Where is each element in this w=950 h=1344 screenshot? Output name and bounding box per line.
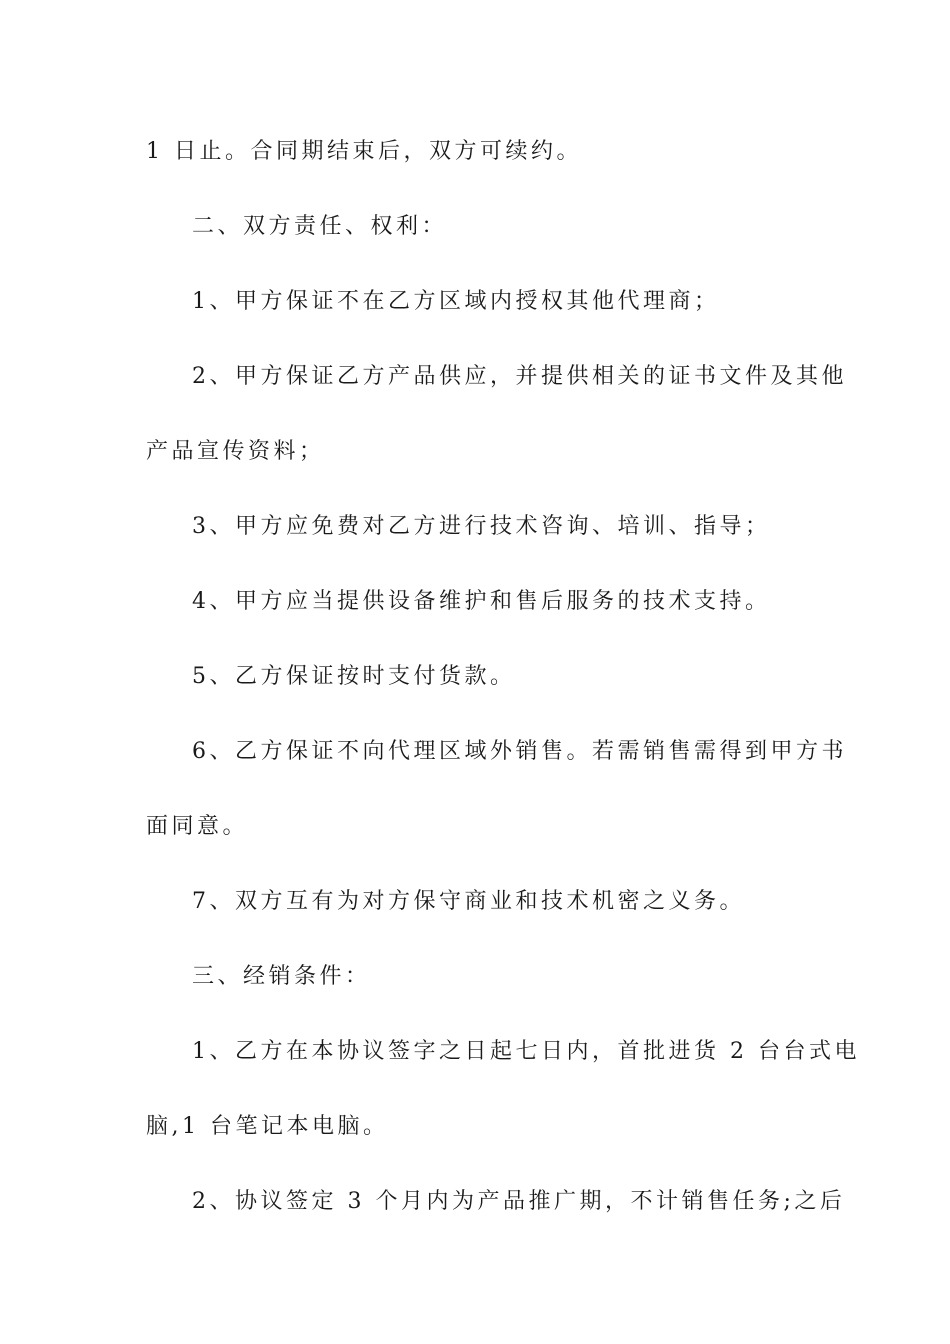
section-heading-responsibilities: 二、双方责任、权利：	[192, 214, 448, 239]
section-heading-distribution-terms: 三、经销条件：	[192, 964, 371, 989]
clause-4: 4、甲方应当提供设备维护和售后服务的技术支持。	[192, 589, 771, 614]
distribution-clause-2: 2、协议签定 3 个月内为产品推广期，不计销售任务;之后	[192, 1189, 846, 1214]
clause-2: 2、甲方保证乙方产品供应，并提供相关的证书文件及其他	[192, 364, 847, 389]
distribution-clause-1: 1、乙方在本协议签字之日起七日内，首批进货 2 台台式电	[192, 1039, 860, 1064]
clause-3: 3、甲方应免费对乙方进行技术咨询、培训、指导；	[192, 514, 771, 539]
clause-6-continuation: 面同意。	[146, 814, 249, 839]
text-line-contract-term-end: 1 日止。合同期结束后，双方可续约。	[146, 139, 582, 164]
distribution-clause-1-continuation: 脑,1 台笔记本电脑。	[146, 1114, 389, 1139]
clause-1: 1、甲方保证不在乙方区域内授权其他代理商；	[192, 289, 720, 314]
clause-2-continuation: 产品宣传资料；	[146, 439, 325, 464]
clause-5: 5、乙方保证按时支付货款。	[192, 664, 516, 689]
clause-7: 7、双方互有为对方保守商业和技术机密之义务。	[192, 889, 745, 914]
clause-6: 6、乙方保证不向代理区域外销售。若需销售需得到甲方书	[192, 739, 847, 764]
